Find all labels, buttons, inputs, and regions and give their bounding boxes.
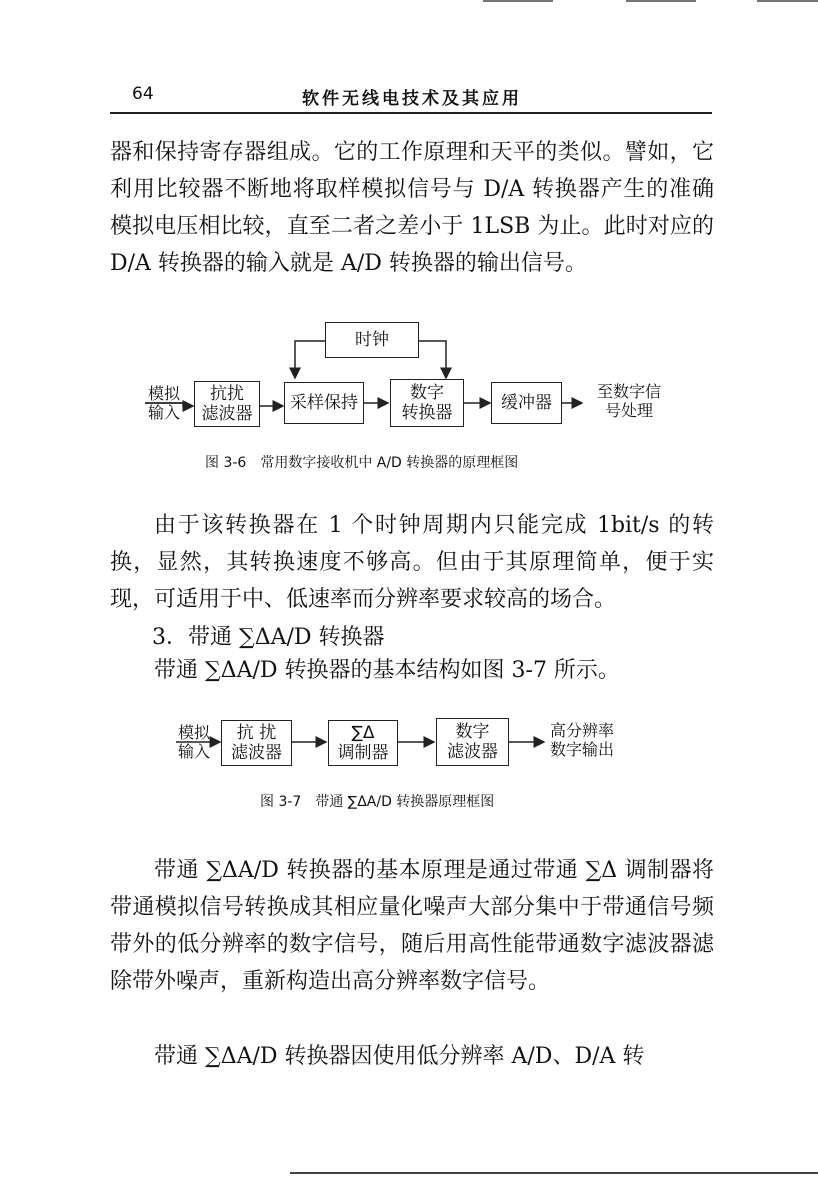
input-label-line2: 输入 bbox=[147, 403, 180, 422]
converter-label-line1: 数字 bbox=[410, 383, 444, 403]
anti-interference-filter-block bbox=[194, 381, 260, 427]
paragraph-1: 器和保持寄存器组成。它的工作原理和天平的类似。譬如，它利用比较器不断地将取样模拟信号与 D/A 转换器产生的准确模拟电压相比较，直至二者之差小于 1LSB 为止。此时对应的 D/A 转换器的输入就是 A/D 转换器的输出信号。 bbox=[110, 140, 714, 276]
analog-input-label bbox=[146, 384, 182, 422]
digital-filter-block bbox=[436, 718, 509, 766]
scan-mark-bottom bbox=[290, 1172, 818, 1174]
scan-mark bbox=[626, 0, 696, 2]
output-label-line1: 高分辨率 bbox=[550, 721, 615, 740]
sigma-delta-modulator-block bbox=[328, 720, 398, 766]
page-number: 64 bbox=[132, 84, 154, 104]
header-rule bbox=[110, 112, 712, 114]
modulator-label-line2: 调制器 bbox=[337, 743, 389, 763]
figure-3-7-caption: 图 3-7 带通 ∑ΔA/D 转换器原理框图 bbox=[260, 794, 495, 810]
input-label-line2: 输入 bbox=[177, 742, 210, 761]
input-label-line1: 模拟 bbox=[177, 723, 210, 742]
anti-interference-filter-block-2 bbox=[221, 720, 292, 766]
running-header bbox=[112, 84, 712, 110]
digital-filter-label-line1: 数字 bbox=[455, 722, 490, 742]
buffer-label: 缓冲器 bbox=[501, 393, 552, 413]
clock-label: 时钟 bbox=[355, 330, 389, 350]
output-label-line2: 数字输出 bbox=[550, 740, 615, 759]
filter-label-line1: 抗 扰 bbox=[236, 723, 277, 743]
paragraph-4: 带通 ∑ΔA/D 转换器的基本原理是通过带通 ∑Δ 调制器将带通模拟信号转换成其相应量化噪声大部分集中于带通信号频带外的低分辨率的数字信号，随后用高性能带通数字滤波器滤除带外噪声，重新构造出高分辨率数字信号。 bbox=[110, 858, 714, 994]
filter-label-line2: 滤波器 bbox=[231, 743, 282, 763]
output-label bbox=[587, 382, 671, 420]
scan-mark bbox=[483, 0, 553, 2]
filter-label-line2: 滤波器 bbox=[201, 404, 253, 424]
output-label-line2: 号处理 bbox=[604, 401, 653, 420]
digital-converter-block bbox=[390, 379, 464, 427]
digital-filter-label-line2: 滤波器 bbox=[447, 742, 498, 762]
analog-input-label-2 bbox=[176, 723, 212, 761]
scan-mark bbox=[757, 0, 818, 2]
clock-block bbox=[325, 322, 419, 358]
output-label-line1: 至数字信 bbox=[596, 382, 661, 401]
sample-hold-block bbox=[284, 382, 364, 424]
high-resolution-output-label bbox=[550, 721, 614, 759]
paragraph-5: 带通 ∑ΔA/D 转换器因使用低分辨率 A/D、D/A 转 bbox=[154, 1044, 645, 1069]
input-label-line1: 模拟 bbox=[147, 384, 180, 403]
paragraph-3: 带通 ∑ΔA/D 转换器的基本结构如图 3-7 所示。 bbox=[154, 658, 620, 683]
figure-3-6-caption: 图 3-6 常用数字接收机中 A/D 转换器的原理框图 bbox=[205, 455, 519, 471]
section-heading: 3．带通 ∑ΔA/D 转换器 bbox=[152, 625, 385, 650]
book-title: 软件无线电技术及其应用 bbox=[302, 89, 522, 109]
buffer-block bbox=[491, 382, 562, 424]
converter-label-line2: 转换器 bbox=[401, 403, 453, 423]
paragraph-2: 由于该转换器在 1 个时钟周期内只能完成 1bit/s 的转换，显然，其转换速度不够高。但由于其原理简单，便于实现，可适用于中、低速率而分辨率要求较高的场合。 bbox=[110, 513, 714, 612]
filter-label-line1: 抗扰 bbox=[210, 384, 244, 404]
modulator-label-line1: ∑Δ bbox=[351, 723, 375, 743]
sample-hold-label: 采样保持 bbox=[290, 393, 358, 413]
